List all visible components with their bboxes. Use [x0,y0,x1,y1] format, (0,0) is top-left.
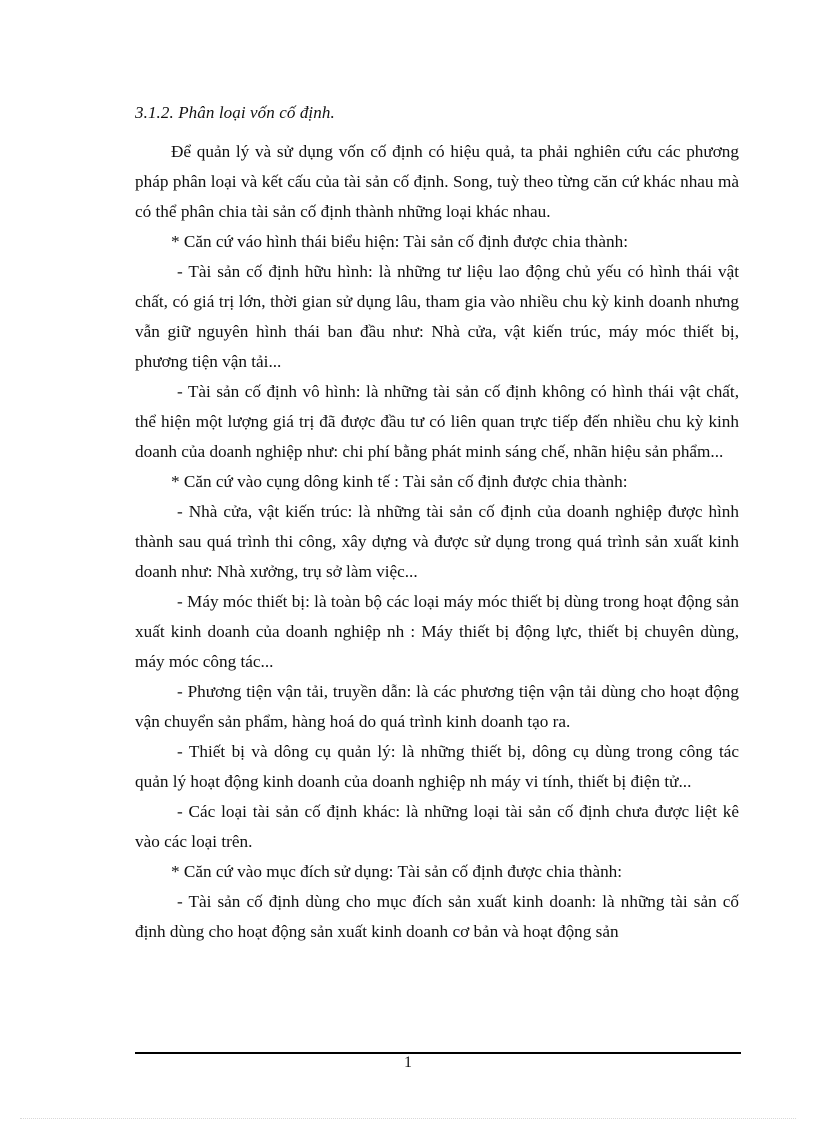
paragraph-machinery: - Máy móc thiết bị: là toàn bộ các loại máy móc thiết bị dùng trong hoạt động sản xuất kinh doanh của doanh nghiệp nh : Máy thiết bị động lực, thiết bị chuyên dùng, máy móc công tác... [135,592,739,671]
paragraph-criterion-purpose: * Căn cứ vào mục đích sử dụng: Tài sản cố định được chia thành: [171,862,623,881]
paragraph-transport: - Phương tiện vận tải, truyền dẫn: là các phương tiện vận tải dùng cho hoạt động vận chuyển sản phẩm, hàng hoá do quá trình kinh doanh tạo ra. [135,682,739,731]
paragraph-other-assets: - Các loại tài sản cố định khác: là những loại tài sản cố định chưa được liệt kê vào các loại trên. [135,802,739,851]
paragraph-management-equipment: - Thiết bị và dông cụ quản lý: là những thiết bị, dông cụ dùng trong công tác quản lý hoạt động kinh doanh của doanh nghiệp nh máy vi tính, thiết bị điện tử... [135,742,739,791]
paragraph-buildings: - Nhà cửa, vật kiến trúc: là những tài sản cố định của doanh nghiệp được hình thành sau quá trình thi công, xây dựng và được sử dụng trong quá trình sản xuất kinh doanh như: Nhà xưởng, trụ sở làm việc... [135,502,739,581]
paragraph-criterion-function: * Căn cứ vào cụng dông kinh tế : Tài sản cố định được chia thành: [171,472,628,491]
paragraph-intangible-assets: - Tài sản cố định vô hình: là những tài sản cố định không có hình thái vật chất, thể hiện một lượng giá trị đã được đầu tư có liên quan trực tiếp đến nhiều chu kỳ kinh doanh của doanh nghiệp như: chi phí bằng phát minh sáng chế, nhãn hiệu sản phẩm... [135,382,739,461]
page-number: 1 [404,1054,412,1071]
paragraph-production-assets: - Tài sản cố định dùng cho mục đích sản xuất kinh doanh: là những tài sản cố định dùng cho hoạt động sản xuất kinh doanh cơ bản và hoạt động sản [135,892,739,941]
body-text [135,137,739,947]
page-bottom-edge [20,1118,796,1119]
paragraph-tangible-assets: - Tài sản cố định hữu hình: là những tư liệu lao động chủ yếu có hình thái vật chất, có giá trị lớn, thời gian sử dụng lâu, tham gia vào nhiều chu kỳ kinh doanh nhưng vẫn giữ nguyên hình thái ban đầu như: Nhà cửa, vật kiến trúc, máy móc thiết bị, phương tiện vận tải... [135,262,739,371]
paragraph-criterion-form: * Căn cứ váo hình thái biểu hiện: Tài sản cố định được chia thành: [171,232,628,251]
section-heading: 3.1.2. Phân loại vốn cố định. [135,103,335,122]
paragraph-intro: Để quản lý và sử dụng vốn cố định có hiệu quả, ta phải nghiên cứu các phương pháp phân loại và kết cấu của tài sản cố định. Song, tuỳ theo từng căn cứ khác nhau mà có thể phân chia tài sản cố định thành những loại khác nhau. [135,142,739,221]
